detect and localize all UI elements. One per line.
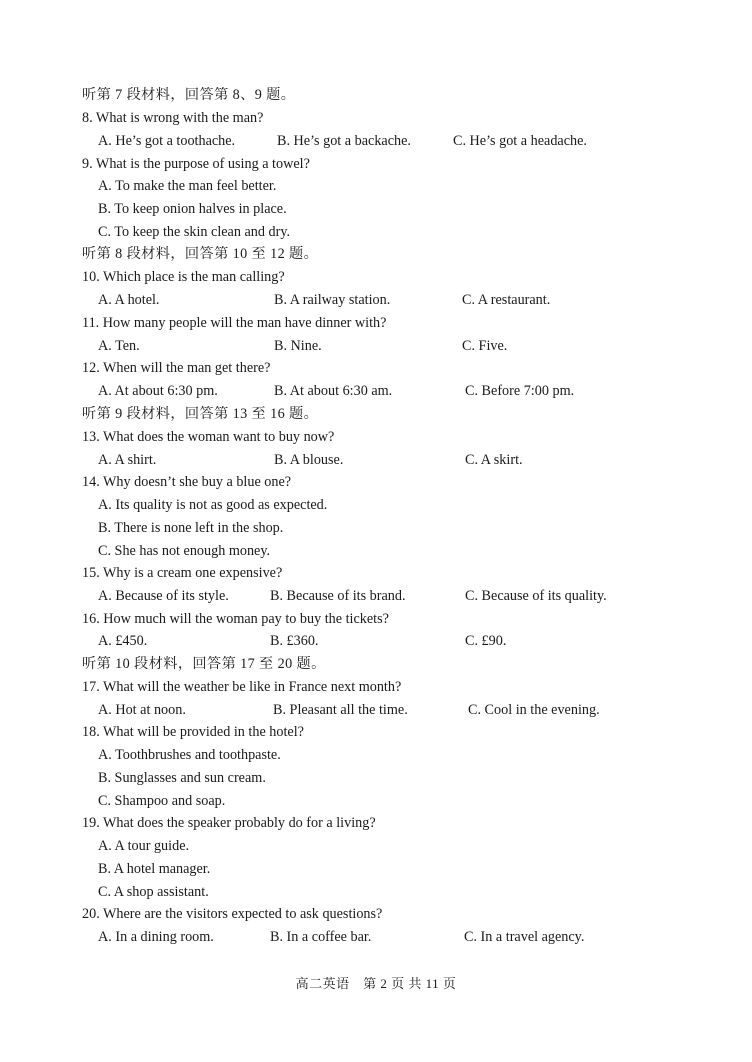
section-heading-text: 听第 7 段材料，回答第 8、9 题。	[82, 87, 296, 103]
q8-option-a: A. He’s got a toothache.	[98, 133, 236, 149]
q16-option-c: C. £90.	[465, 633, 507, 649]
q14-option-a: A. Its quality is not as good as expected.	[98, 497, 328, 513]
q11-option-a: A. Ten.	[98, 338, 140, 354]
q18-option-a: A. Toothbrushes and toothpaste.	[98, 747, 281, 763]
q20-option-a: A. In a dining room.	[98, 929, 214, 945]
q15-option-c: C. Because of its quality.	[465, 588, 607, 604]
question-15-stem: 15. Why is a cream one expensive?	[82, 565, 283, 581]
q20-option-b: B. In a coffee bar.	[270, 929, 372, 945]
question-9-stem: 9. What is the purpose of using a towel?	[82, 156, 310, 172]
q18-option-c: C. Shampoo and soap.	[98, 793, 226, 809]
section-heading-text: 听第 10 段材料，回答第 17 至 20 题。	[82, 656, 326, 672]
question-8-stem: 8. What is wrong with the man?	[82, 110, 264, 126]
q17-option-c: C. Cool in the evening.	[468, 702, 600, 718]
q8-option-b: B. He’s got a backache.	[277, 133, 411, 149]
question-16-stem: 16. How much will the woman pay to buy the tickets?	[82, 611, 389, 627]
q15-option-b: B. Because of its brand.	[270, 588, 406, 604]
q17-option-a: A. Hot at noon.	[98, 702, 186, 718]
q12-option-c: C. Before 7:00 pm.	[465, 383, 575, 399]
question-10-stem: 10. Which place is the man calling?	[82, 269, 285, 285]
question-17-stem: 17. What will the weather be like in France next month?	[82, 679, 402, 695]
q10-option-c: C. A restaurant.	[462, 292, 551, 308]
q16-option-a: A. £450.	[98, 633, 148, 649]
q13-option-c: C. A skirt.	[465, 452, 523, 468]
question-19-stem: 19. What does the speaker probably do for a living?	[82, 815, 376, 831]
q15-option-a: A. Because of its style.	[98, 588, 229, 604]
question-18-stem: 18. What will be provided in the hotel?	[82, 724, 304, 740]
q19-option-a: A. A tour guide.	[98, 838, 190, 854]
q12-option-b: B. At about 6:30 am.	[274, 383, 393, 399]
q13-option-a: A. A shirt.	[98, 452, 157, 468]
question-11-stem: 11. How many people will the man have dinner with?	[82, 315, 387, 331]
q9-option-b: B. To keep onion halves in place.	[98, 201, 287, 217]
q8-option-c: C. He’s got a headache.	[453, 133, 587, 149]
q10-option-b: B. A railway station.	[274, 292, 391, 308]
q18-option-b: B. Sunglasses and sun cream.	[98, 770, 266, 786]
q9-option-a: A. To make the man feel better.	[98, 178, 277, 194]
question-12-stem: 12. When will the man get there?	[82, 360, 271, 376]
q17-option-b: B. Pleasant all the time.	[273, 702, 408, 718]
q13-option-b: B. A blouse.	[274, 452, 344, 468]
q10-option-a: A. A hotel.	[98, 292, 160, 308]
q11-option-c: C. Five.	[462, 338, 508, 354]
q14-option-c: C. She has not enough money.	[98, 543, 271, 559]
q20-option-c: C. In a travel agency.	[464, 929, 585, 945]
section-heading-text: 听第 8 段材料，回答第 10 至 12 题。	[82, 246, 319, 262]
q19-option-b: B. A hotel manager.	[98, 861, 211, 877]
question-20-stem: 20. Where are the visitors expected to ask questions?	[82, 906, 383, 922]
q9-option-c: C. To keep the skin clean and dry.	[98, 224, 291, 240]
question-13-stem: 13. What does the woman want to buy now?	[82, 429, 335, 445]
q14-option-b: B. There is none left in the shop.	[98, 520, 284, 536]
question-14-stem: 14. Why doesn’t she buy a blue one?	[82, 474, 292, 490]
section-heading-text: 听第 9 段材料，回答第 13 至 16 题。	[82, 406, 319, 422]
q12-option-a: A. At about 6:30 pm.	[98, 383, 218, 399]
q11-option-b: B. Nine.	[274, 338, 322, 354]
q19-option-c: C. A shop assistant.	[98, 884, 209, 900]
q16-option-b: B. £360.	[270, 633, 319, 649]
page-footer: 高二英语 第 2 页 共 11 页	[295, 976, 457, 991]
